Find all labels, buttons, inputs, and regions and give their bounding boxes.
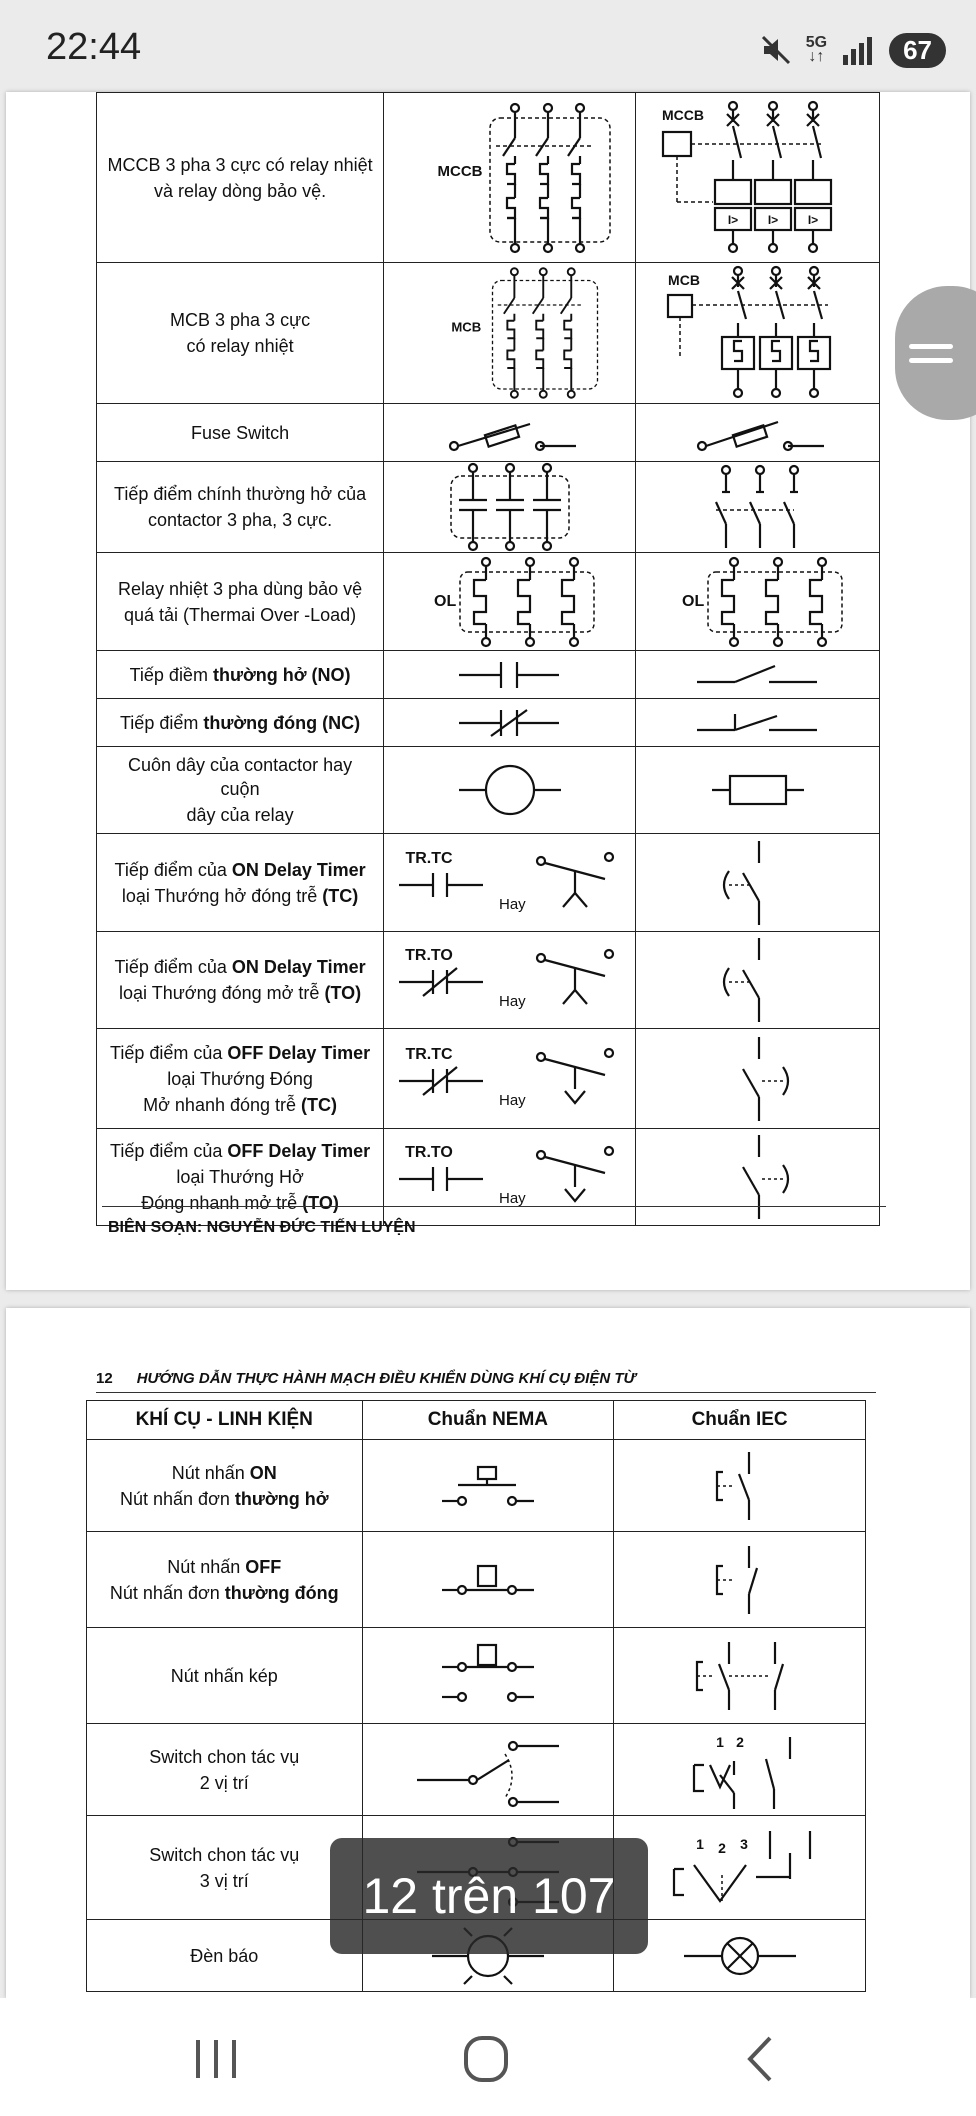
component-description: Fuse Switch [97, 404, 384, 462]
pilot-lamp-iec-symbol [680, 1931, 800, 1981]
table-row [97, 651, 880, 699]
nema-symbol-cell [362, 1440, 614, 1532]
table-row [87, 1724, 866, 1816]
contactor-main-contacts-iec-symbol [698, 462, 818, 552]
svg-text:OL: OL [433, 592, 456, 610]
recent-apps-icon [186, 2034, 246, 2084]
page-number: 12 [96, 1370, 113, 1387]
component-description: Nút nhấn kép [87, 1628, 363, 1724]
component-description: MCCB 3 pha 3 cực có relay nhiệt và relay dòng bảo vệ. [97, 93, 384, 263]
table-row [97, 699, 880, 747]
fuse-switch-iec-symbol [688, 408, 828, 458]
iec-symbol-cell [636, 93, 880, 263]
table-row [97, 93, 880, 263]
svg-text:Hay: Hay [498, 993, 526, 1010]
fast-scroll-handle[interactable] [895, 286, 976, 420]
nema-symbol-cell [384, 462, 636, 553]
back-button[interactable] [730, 2034, 790, 2084]
iec-symbol-cell [636, 747, 880, 834]
on-delay-tc-iec-symbol [713, 835, 803, 931]
component-description: Tiếp điểm thường đóng (NC) [97, 699, 384, 747]
iec-symbol-cell [636, 834, 880, 932]
iec-symbol-cell [636, 1129, 880, 1226]
svg-text:MCCB: MCCB [437, 162, 483, 180]
mccb-iec-symbol [643, 98, 873, 258]
page-footer: BIÊN SOẠN: NGUYỄN ĐỨC TIẾN LUYỆN [108, 1219, 416, 1236]
nema-symbol-cell [362, 1532, 614, 1628]
iec-symbol-cell [614, 1724, 866, 1816]
mute-icon [760, 34, 792, 66]
signal-icon [841, 35, 875, 65]
component-description: Tiếp điểm của ON Delay Timer loại Thướng đóng mở trễ (TO) [97, 932, 384, 1029]
nema-symbol-cell [362, 1628, 614, 1724]
no-contact-nema-symbol [455, 658, 565, 692]
iec-symbol-cell [636, 553, 880, 651]
table-row [97, 263, 880, 404]
status-bar [0, 0, 976, 92]
pushbutton-off-iec-symbol [705, 1540, 775, 1620]
table-row [97, 747, 880, 834]
svg-text:TR.TO: TR.TO [404, 1144, 453, 1161]
svg-text:MCB: MCB [450, 319, 481, 335]
navigation-bar [0, 1998, 976, 2116]
svg-text:Hay: Hay [498, 895, 526, 913]
component-description: Cuôn dây của contactor hay cuộn dây của relay [97, 747, 384, 834]
status-time: 22:44 [46, 26, 142, 68]
nema-symbol-cell [384, 1029, 636, 1129]
svg-text:MCCB: MCCB [661, 106, 704, 123]
overload-relay-iec-symbol [668, 554, 848, 650]
svg-text:I>: I> [807, 212, 818, 227]
coil-iec-symbol [708, 768, 808, 812]
svg-text:TR.TO: TR.TO [404, 947, 453, 964]
nema-symbol-cell [384, 932, 636, 1029]
svg-text:MCB: MCB [667, 272, 700, 288]
document-page-11 [6, 92, 970, 1290]
table-row [97, 932, 880, 1029]
off-delay-tc-iec-symbol [713, 1031, 803, 1127]
svg-text:3: 3 [739, 1835, 748, 1852]
page-header-title: HƯỚNG DẪN THỰC HÀNH MẠCH ĐIỀU KHIỂN DÙNG KHÍ CỤ ĐIỆN TỪ [136, 1370, 636, 1387]
mcb-nema-symbol [400, 263, 620, 403]
table-header-row [87, 1401, 866, 1440]
status-icons [760, 30, 946, 70]
nema-symbol-cell [384, 699, 636, 747]
selector-3pos-iec-symbol [660, 1823, 820, 1913]
svg-text:I>: I> [767, 212, 778, 227]
component-description: Tiếp điềm thường hở (NO) [97, 651, 384, 699]
selector-2pos-iec-symbol [670, 1725, 810, 1815]
svg-text:TR.TC: TR.TC [405, 849, 453, 867]
header-rule [96, 1392, 876, 1393]
pushbutton-double-iec-symbol [685, 1636, 795, 1716]
component-description: Tiếp điểm của OFF Delay Timer loại Thướng Đóng Mở nhanh đóng trễ (TC) [97, 1029, 384, 1129]
column-header: Chuẩn IEC [614, 1401, 866, 1440]
nema-symbol-cell [384, 553, 636, 651]
svg-text:2: 2 [735, 1733, 744, 1750]
nema-symbol-cell [384, 1129, 636, 1226]
table-row [87, 1628, 866, 1724]
no-contact-iec-symbol [693, 658, 823, 692]
nema-symbol-cell [362, 1724, 614, 1816]
component-description: Switch chon tác vụ 3 vị trí [87, 1816, 363, 1920]
component-description: Nút nhấn OFF Nút nhấn đơn thường đóng [87, 1532, 363, 1628]
iec-symbol-cell [614, 1628, 866, 1724]
iec-symbol-cell [614, 1816, 866, 1920]
page-indicator: 12 trên 107 [330, 1838, 648, 1954]
overload-relay-nema-symbol [420, 554, 600, 650]
on-delay-to-iec-symbol [713, 932, 803, 1028]
table-row [87, 1532, 866, 1628]
timer-tr-tc-nema-symbol [395, 843, 625, 923]
component-description: MCB 3 pha 3 cực có relay nhiệt [97, 263, 384, 404]
table-row [97, 553, 880, 651]
nema-symbol-cell [384, 404, 636, 462]
pushbutton-on-nema-symbol [438, 1461, 538, 1511]
svg-text:Hay: Hay [498, 1190, 526, 1207]
timer-tr-tc-nema-symbol [395, 1039, 625, 1119]
component-description: Switch chon tác vụ 2 vị trí [87, 1724, 363, 1816]
iec-symbol-cell [614, 1440, 866, 1532]
iec-symbol-cell [636, 699, 880, 747]
nc-contact-nema-symbol [455, 706, 565, 740]
table-row [97, 834, 880, 932]
battery-indicator: 67 [889, 33, 946, 68]
component-description: Relay nhiệt 3 pha dùng bảo vệ quá tải (Thermai Over -Load) [97, 553, 384, 651]
mcb-iec-symbol [648, 263, 868, 403]
table-row [97, 404, 880, 462]
svg-text:I>: I> [727, 212, 738, 227]
component-description: Nút nhấn ON Nút nhấn đơn thường hở [87, 1440, 363, 1532]
svg-text:OL: OL [681, 592, 704, 610]
nc-contact-iec-symbol [693, 706, 823, 740]
nema-symbol-cell [384, 263, 636, 404]
component-description: Đèn báo [87, 1920, 363, 1992]
footer-rule [102, 1206, 886, 1207]
pushbutton-off-nema-symbol [438, 1560, 538, 1600]
iec-symbol-cell [636, 651, 880, 699]
contactor-main-contacts-nema-symbol [445, 462, 575, 552]
column-header: KHÍ CỤ - LINH KIỆN [87, 1401, 363, 1440]
pushbutton-on-iec-symbol [705, 1446, 775, 1526]
home-button[interactable] [456, 2034, 516, 2084]
component-description: Tiếp điểm của OFF Delay Timer loại Thướng Hở Đóng nhanh mở trễ (TO) [97, 1129, 384, 1226]
nema-symbol-cell [384, 651, 636, 699]
back-icon [730, 2034, 790, 2084]
iec-symbol-cell [636, 462, 880, 553]
iec-symbol-cell [614, 1532, 866, 1628]
svg-text:1: 1 [715, 1733, 724, 1750]
svg-text:1: 1 [695, 1835, 704, 1852]
network-indicator: 5G ↓↑ [805, 34, 828, 65]
selector-2pos-nema-symbol [413, 1730, 563, 1810]
column-header: Chuẩn NEMA [362, 1401, 614, 1440]
iec-symbol-cell [636, 1029, 880, 1129]
pushbutton-double-nema-symbol [438, 1641, 538, 1711]
nema-symbol-cell [384, 747, 636, 834]
table-row [87, 1440, 866, 1532]
coil-nema-symbol [455, 760, 565, 820]
table-row [97, 462, 880, 553]
recent-apps-button[interactable] [186, 2034, 246, 2084]
nema-symbol-cell [384, 834, 636, 932]
page-header [96, 1370, 636, 1387]
table-row [97, 1129, 880, 1226]
mccb-nema-symbol [400, 98, 620, 258]
symbol-table-page-11 [96, 92, 880, 1226]
nema-symbol-cell [384, 93, 636, 263]
fuse-switch-nema-symbol [440, 408, 580, 458]
iec-symbol-cell [636, 263, 880, 404]
iec-symbol-cell [614, 1920, 866, 1992]
svg-text:2: 2 [717, 1839, 726, 1856]
svg-text:Hay: Hay [498, 1091, 526, 1109]
svg-text:TR.TC: TR.TC [405, 1045, 453, 1063]
home-icon [456, 2034, 516, 2084]
timer-tr-to-nema-symbol [395, 1137, 625, 1217]
iec-symbol-cell [636, 932, 880, 1029]
component-description: Tiếp điểm của ON Delay Timer loại Thướng hở đóng trễ (TC) [97, 834, 384, 932]
iec-symbol-cell [636, 404, 880, 462]
table-row [97, 1029, 880, 1129]
component-description: Tiếp điểm chính thường hở của contactor 3 pha, 3 cực. [97, 462, 384, 553]
timer-tr-to-nema-symbol [395, 940, 625, 1020]
off-delay-to-iec-symbol [713, 1129, 803, 1225]
